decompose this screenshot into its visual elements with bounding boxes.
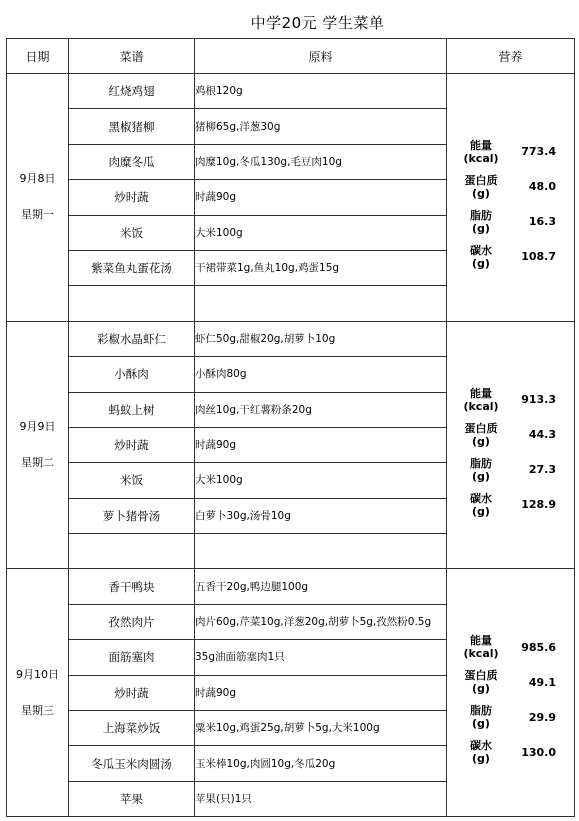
ingredients-cell: 小酥肉80g bbox=[195, 357, 447, 392]
nutrition-label-unit: (g) bbox=[472, 469, 490, 483]
nutrition-label-name: 脂肪 bbox=[470, 456, 492, 470]
ingredients-cell: 时蔬90g bbox=[195, 427, 447, 462]
nutrition-value: 108.7 bbox=[521, 250, 556, 264]
nutrition-label bbox=[447, 457, 513, 483]
dish-name: 苹果 bbox=[69, 781, 195, 816]
nutrition-label bbox=[447, 704, 513, 730]
ingredients-cell: 苹果(只)1只 bbox=[195, 781, 447, 816]
nutrition-label-unit: (g) bbox=[472, 717, 490, 731]
nutrition-label-name: 蛋白质 bbox=[464, 421, 498, 435]
ingredients-cell: 大米100g bbox=[195, 463, 447, 498]
ingredients-cell: 干裙带菜1g,鱼丸10g,鸡蛋15g bbox=[195, 250, 447, 285]
ingredients-cell: 大米100g bbox=[195, 215, 447, 250]
nutrition-label bbox=[447, 422, 513, 448]
nutrition-label-name: 脂肪 bbox=[470, 208, 492, 222]
dish-name: 肉糜冬瓜 bbox=[69, 144, 195, 179]
weekday-label: 星期三 bbox=[21, 703, 54, 717]
nutrition-label bbox=[447, 669, 513, 695]
nutrition-cell bbox=[447, 74, 575, 322]
ingredients-cell: 白萝卜30g,汤骨10g bbox=[195, 498, 447, 533]
dish-name: 冬瓜玉米肉圆汤 bbox=[69, 746, 195, 781]
nutrition-value: 16.3 bbox=[528, 215, 556, 229]
dish-name: 米饭 bbox=[69, 215, 195, 250]
ingredients-cell: 玉米棒10g,肉圆10g,冬瓜20g bbox=[195, 746, 447, 781]
nutrition-label-name: 脂肪 bbox=[470, 704, 492, 718]
nutrition-label-unit: (kcal) bbox=[463, 151, 499, 165]
nutrition-label-unit: (g) bbox=[472, 752, 490, 766]
nutrition-label-name: 蛋白质 bbox=[464, 669, 498, 683]
nutrition-value: 27.3 bbox=[528, 463, 556, 477]
ingredients-cell: 肉糜10g,冬瓜130g,毛豆肉10g bbox=[195, 144, 447, 179]
date-cell bbox=[7, 569, 69, 817]
date-label: 9月10日 bbox=[16, 667, 59, 681]
ingredients-cell bbox=[195, 286, 447, 321]
ingredients-cell: 鸡根120g bbox=[195, 74, 447, 109]
nutrition-row bbox=[447, 700, 574, 735]
nutrition-value: 44.3 bbox=[528, 428, 556, 442]
nutrition-value: 773.4 bbox=[521, 145, 556, 159]
nutrition-label-unit: (kcal) bbox=[463, 647, 499, 661]
ingredients-cell: 猪柳65g,洋葱30g bbox=[195, 109, 447, 144]
nutrition-value: 49.1 bbox=[528, 675, 556, 689]
dish-name: 蚂蚁上树 bbox=[69, 392, 195, 427]
nutrition-label bbox=[447, 492, 513, 518]
nutrition-row bbox=[447, 382, 574, 417]
nutrition-label bbox=[447, 209, 513, 235]
header-nutrition: 营养 bbox=[447, 39, 575, 74]
nutrition-label-unit: (g) bbox=[472, 682, 490, 696]
nutrition-label-name: 能量 bbox=[470, 138, 492, 152]
header-date: 日期 bbox=[7, 39, 69, 74]
dish-name: 彩椒水晶虾仁 bbox=[69, 321, 195, 356]
nutrition-label bbox=[447, 174, 513, 200]
nutrition-value: 48.0 bbox=[528, 180, 556, 194]
nutrition-row bbox=[447, 239, 574, 274]
dish-name: 萝卜猪骨汤 bbox=[69, 498, 195, 533]
dish-name: 炒时蔬 bbox=[69, 180, 195, 215]
dish-name: 炒时蔬 bbox=[69, 675, 195, 710]
nutrition-label bbox=[447, 739, 513, 765]
dish-name: 红烧鸡翅 bbox=[69, 74, 195, 109]
header-menu: 菜谱 bbox=[69, 39, 195, 74]
dish-name bbox=[69, 534, 195, 569]
nutrition-label-unit: (g) bbox=[472, 221, 490, 235]
nutrition-label bbox=[447, 387, 513, 413]
nutrition-label-unit: (kcal) bbox=[463, 399, 499, 413]
nutrition-label bbox=[447, 634, 513, 660]
dish-name: 米饭 bbox=[69, 463, 195, 498]
nutrition-row bbox=[447, 452, 574, 487]
weekday-label: 星期二 bbox=[21, 456, 54, 470]
dish-name: 黑椒猪柳 bbox=[69, 109, 195, 144]
ingredients-cell: 时蔬90g bbox=[195, 675, 447, 710]
dish-name: 炒时蔬 bbox=[69, 427, 195, 462]
dish-name: 面筋塞肉 bbox=[69, 640, 195, 675]
dish-name: 小酥肉 bbox=[69, 357, 195, 392]
nutrition-label bbox=[447, 139, 513, 165]
weekday-label: 星期一 bbox=[21, 208, 54, 222]
dish-name: 孜然肉片 bbox=[69, 604, 195, 639]
date-label: 9月8日 bbox=[19, 172, 56, 186]
dish-name: 上海菜炒饭 bbox=[69, 711, 195, 746]
nutrition-value: 913.3 bbox=[521, 393, 556, 407]
nutrition-value: 985.6 bbox=[521, 640, 556, 654]
header-ingredients: 原料 bbox=[195, 39, 447, 74]
nutrition-row bbox=[447, 134, 574, 169]
nutrition-label-name: 能量 bbox=[470, 386, 492, 400]
ingredients-cell: 35g油面筋塞肉1只 bbox=[195, 640, 447, 675]
date-label: 9月9日 bbox=[19, 420, 56, 434]
nutrition-cell bbox=[447, 321, 575, 569]
ingredients-cell: 粟米10g,鸡蛋25g,胡萝卜5g,大米100g bbox=[195, 711, 447, 746]
ingredients-cell: 肉片60g,芹菜10g,洋葱20g,胡萝卜5g,孜然粉0.5g bbox=[195, 604, 447, 639]
ingredients-cell bbox=[195, 534, 447, 569]
nutrition-label-name: 碳水 bbox=[470, 243, 492, 257]
nutrition-row bbox=[447, 204, 574, 239]
nutrition-row bbox=[447, 487, 574, 522]
nutrition-label-unit: (g) bbox=[472, 434, 490, 448]
nutrition-row bbox=[447, 665, 574, 700]
date-cell bbox=[7, 321, 69, 569]
menu-row bbox=[7, 321, 575, 356]
menu-table bbox=[6, 38, 575, 817]
ingredients-cell: 虾仁50g,甜椒20g,胡萝卜10g bbox=[195, 321, 447, 356]
nutrition-row bbox=[447, 735, 574, 770]
nutrition-value: 128.9 bbox=[521, 498, 556, 512]
nutrition-label-name: 蛋白质 bbox=[464, 173, 498, 187]
nutrition-label-name: 碳水 bbox=[470, 739, 492, 753]
menu-row bbox=[7, 74, 575, 109]
nutrition-row bbox=[447, 169, 574, 204]
ingredients-cell: 五香干20g,鸭边腿100g bbox=[195, 569, 447, 604]
nutrition-value: 29.9 bbox=[528, 710, 556, 724]
nutrition-label-name: 碳水 bbox=[470, 491, 492, 505]
ingredients-cell: 时蔬90g bbox=[195, 180, 447, 215]
dish-name: 香干鸭块 bbox=[69, 569, 195, 604]
nutrition-label-unit: (g) bbox=[472, 256, 490, 270]
dish-name bbox=[69, 286, 195, 321]
header-row bbox=[7, 39, 575, 74]
nutrition-label-unit: (g) bbox=[472, 504, 490, 518]
nutrition-cell bbox=[447, 569, 575, 817]
nutrition-row bbox=[447, 417, 574, 452]
page-title: 中学20元 学生菜单 bbox=[250, 14, 385, 32]
ingredients-cell: 肉丝10g,干红薯粉条20g bbox=[195, 392, 447, 427]
nutrition-label-name: 能量 bbox=[470, 634, 492, 648]
menu-row bbox=[7, 569, 575, 604]
menu-body bbox=[7, 74, 575, 817]
dish-name: 紫菜鱼丸蛋花汤 bbox=[69, 250, 195, 285]
nutrition-label-unit: (g) bbox=[472, 186, 490, 200]
nutrition-value: 130.0 bbox=[521, 745, 556, 759]
nutrition-row bbox=[447, 630, 574, 665]
date-cell bbox=[7, 74, 69, 322]
nutrition-label bbox=[447, 244, 513, 270]
